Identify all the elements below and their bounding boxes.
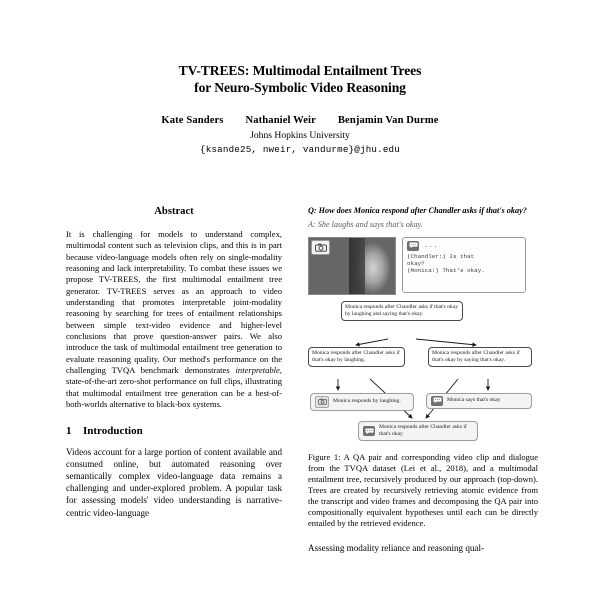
abstract-body [66, 229, 282, 411]
tree-node-bottom-label: Monica responds after Chandler asks if that's okay [379, 423, 467, 438]
tree-node-mid-right: Monica responds after Chandler asks if that's okay by saying that's okay. [428, 347, 532, 368]
camera-icon-glyph [315, 243, 327, 252]
introduction-heading-label: Introduction [83, 424, 143, 437]
affiliation: Johns Hopkins University [250, 130, 350, 141]
title-block [60, 62, 540, 155]
abstract-heading: Abstract [154, 206, 194, 217]
figure-caption: Figure 1: A QA pair and corresponding video clip and dialogue from the TVQA dataset (Lei et al., 2018), and a multimodal entailment tree, recursively produced by our approach (top-down). Trees are created by recursively retrieving atomic evidence from the transcript and video frames and decomposing the QA pair into compositionally equivalent hypotheses until each can be directly entailed by the retrieved evidence. [308, 451, 538, 529]
camera-icon [311, 240, 330, 255]
figure-media-row [308, 237, 538, 295]
right-column-paragraph: Assessing modality reliance and reasoning qual- [308, 543, 485, 554]
tree-node-bottom [358, 421, 478, 442]
transcript-line-2: okay? [407, 260, 425, 268]
author-2: Nathaniel Weir [245, 115, 316, 126]
figure-question: Q: How does Monica respond after Chandler asks if that's okay? [308, 206, 527, 215]
transcript-ellipsis: ... [424, 242, 439, 250]
author-3: Benjamin Van Durme [337, 115, 439, 126]
speech-bubble-icon [407, 241, 419, 251]
video-frame-shadow [349, 238, 365, 294]
author-list [60, 115, 540, 126]
author-emails: {ksande25, nweir, vandurme}@jhu.edu [200, 144, 400, 155]
speech-bubble-icon [431, 396, 443, 406]
author-1: Kate Sanders [161, 115, 224, 126]
speech-bubble-icon-glyph [433, 397, 442, 404]
figure-answer: A: She laughs and says that's okay. [308, 220, 423, 230]
video-frame [308, 237, 396, 295]
tree-leaf-right [426, 393, 532, 409]
tree-node-mid-left: Monica responds after Chandler asks if that's okay by laughing. [308, 347, 405, 368]
speech-bubble-icon [363, 426, 375, 436]
tree-leaf-right-label: Monica says that's okay [447, 397, 501, 404]
speech-bubble-icon-glyph [409, 242, 418, 249]
transcript-line-3: (Monica:) That's okay. [407, 267, 485, 275]
entailment-tree [308, 299, 538, 443]
tree-node-root: Monica responds after Chandler asks if that's okay by laughing and saying that's okay. [341, 301, 463, 322]
left-column [66, 206, 282, 519]
tree-leaf-left [310, 393, 414, 411]
transcript-header [407, 241, 521, 251]
speech-bubble-icon-glyph [365, 428, 374, 435]
tree-leaf-left-label: Monica responds by laughing. [333, 398, 401, 405]
page-title [60, 62, 540, 96]
transcript-box [402, 237, 526, 293]
transcript-line-1: (Chandler:) Is that [407, 252, 475, 260]
right-column [308, 206, 538, 555]
camera-icon-glyph [318, 398, 327, 405]
introduction-heading [66, 425, 282, 437]
paper-title-line-1: TV-TREES: Multimodal Entailment Trees [178, 63, 422, 78]
paper-title-line-2: for Neuro-Symbolic Video Reasoning [194, 80, 406, 95]
abstract-text-part-1: It is challenging for models to understand complex, multimodal content such as television clips, and this is in part because video-language models often rely on single-modality reasoning and lack interpretability. To combat these issues we propose TV-TREES, the first multimodal entailment tree generator. TV-TREES serves as an approach to video understanding that promotes interpretable joint-modality reasoning by searching for trees of entailment relationships between simple text-video evidence and higher-level conclusions that prove question-answer pairs. We also introduce the task of multimodal entailment tree generation to evaluate reasoning quality. Our method's performance on the challenging TVQA benchmark demonstrates [66, 229, 282, 376]
abstract-text-part-2: , state-of-the-art zero-shot performance on full clips, illustrating that multimodal entailment tree generation can be a best-of-both-worlds alternative to black-box systems. [66, 365, 282, 410]
abstract-emphasis: interpretable [235, 365, 280, 376]
introduction-number: 1 [66, 424, 72, 437]
camera-icon [315, 396, 329, 408]
introduction-body: Videos account for a large portion of content available and consumed online, but automated reasoning over semantically complex video-language data remains a challenging and under-explored problem. A popular task for assessing models' video understanding is narrative-centric video-language [66, 446, 282, 518]
